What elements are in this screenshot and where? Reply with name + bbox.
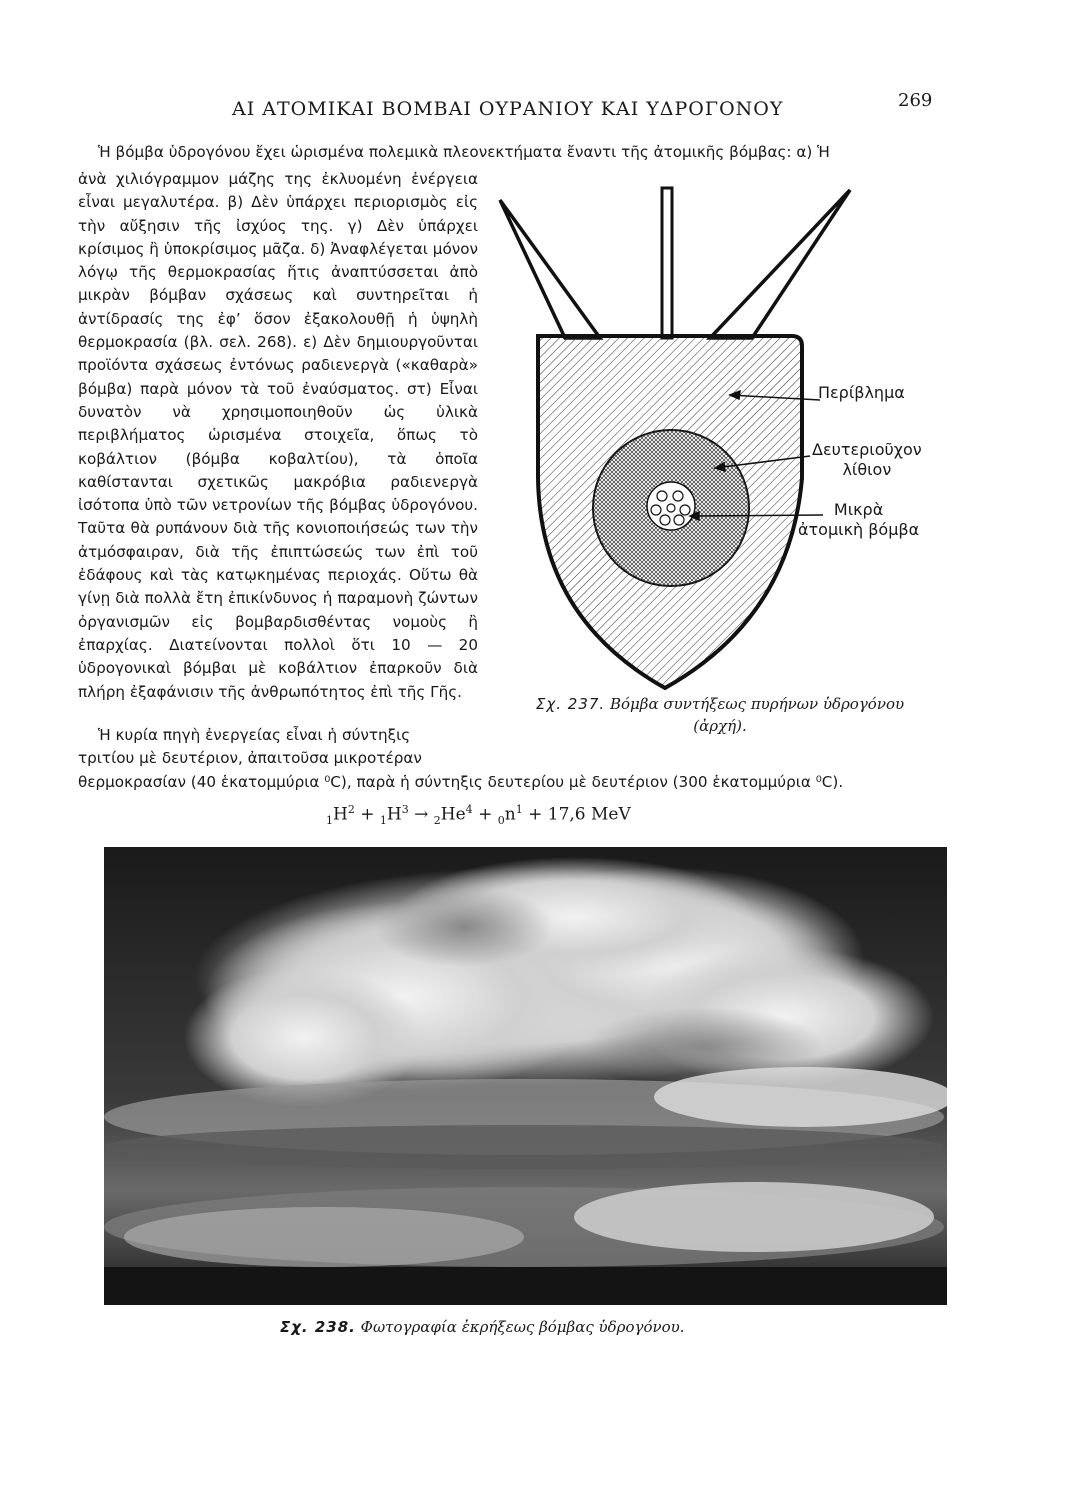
eq-term3-sub: 2 bbox=[433, 814, 441, 828]
bomb-diagram bbox=[490, 178, 940, 698]
label-atomic-trigger bbox=[798, 500, 919, 540]
fusion-equation bbox=[326, 803, 631, 827]
figure-237-caption-line1: Βόμβα συντήξεως πυρήνων ὑδρογόνου bbox=[609, 695, 905, 713]
eq-term2: H bbox=[386, 804, 402, 825]
right-tail-fin bbox=[710, 190, 850, 338]
central-rod bbox=[662, 188, 672, 338]
eq-arrow: → bbox=[414, 804, 429, 825]
fusion-paragraph bbox=[78, 724, 948, 794]
eq-term4: n bbox=[504, 804, 516, 825]
eq-term1: H bbox=[333, 804, 348, 825]
left-tail-fin bbox=[500, 200, 600, 338]
eq-term1-sup: 2 bbox=[347, 803, 355, 816]
fusion-line-2: τριτίου μὲ δευτέριον, ἀπαιτοῦσα μικροτέραν bbox=[78, 749, 422, 768]
figure-238-caption-text: Φωτογραφία ἐκρήξεως βόμβας ὑδρογόνου. bbox=[360, 1318, 685, 1336]
eq-term2-sup: 3 bbox=[401, 803, 409, 816]
eq-plus-2: + bbox=[478, 804, 493, 825]
label-lithium-deuteride bbox=[812, 440, 922, 480]
intro-line: Ἡ βόμβα ὑδρογόνου ἔχει ὡρισμένα πολεμικὰ πλεονεκτήματα ἔναντι τῆς ἀτομικῆς βόμβας: α) Ἡ bbox=[98, 143, 830, 161]
page-number: 269 bbox=[898, 90, 933, 111]
fusion-line-1: Ἡ κυρία πηγὴ ἐνεργείας εἶναι ἡ σύντηξις bbox=[98, 726, 411, 744]
explosion-photograph bbox=[104, 847, 947, 1305]
eq-energy: 17,6 MeV bbox=[547, 804, 631, 825]
label-casing: Περίβλημα bbox=[818, 383, 905, 402]
explosion-photo-svg bbox=[104, 847, 947, 1305]
eq-term2-sub: 1 bbox=[379, 814, 387, 828]
label-trigger-line2: ἀτομικὴ βόμβα bbox=[798, 520, 920, 539]
eq-term1-sub: 1 bbox=[326, 814, 333, 828]
figure-237-number: Σχ. 237. bbox=[535, 695, 606, 713]
column-paragraph: ἀνὰ χιλιόγραμμον μάζης της ἐκλυομένη ἐνέργεια εἶναι μεγαλυτέρα. β) Δὲν ὑπάρχει περιορισμὸς εἰς τὴν αὔξησιν τῆς ἰσχύος της. γ) Δὲν ὑπάρχει κρίσιμος ἢ ὑποκρίσιμος μᾶζα. δ) Ἀναφλέγεται μόνον λόγῳ τῆς θερμοκρασίας ἥτις ἀναπτύσσεται ἀπὸ μικρὰν βόμβαν σχάσεως καὶ συντηρεῖται ἡ ἀντίδρασίς της ἐφ’ ὅσον ἐξακολουθῇ ἡ ὑψηλὴ θερμοκρασία (βλ. σελ. 268). ε) Δὲν δημιουργοῦνται προϊόντα σχάσεως ἐντόνως ραδιενεργὰ («καθαρὰ» βόμβα) παρὰ μόνον τὰ τοῦ ἐναύσματος. στ) Εἶναι δυνατὸν νὰ χρησιμοποιηθοῦν ὡς ὑλικὰ περιβλήματος ὡρισμένα στοιχεῖα, ὅπως τὸ κοβάλτιον (βόμβα κοβαλτίου), τὰ ὁποῖα καθίστανται σχετικῶς μακρόβια ραδιενεργὰ ἰσότοπα ὑπὸ τῶν νετρονίων τῆς βόμβας ὑδρογόνου. Ταῦτα θὰ ρυπάνουν διὰ τῆς κονιοποιήσεώς των τὴν ἀτμόσφαιραν, διὰ τῆς ἐπιπτώσεώς των ἐπὶ τοῦ ἐδάφους καὶ τὰς κατῳκημένας περιοχάς. Οὕτω θὰ γίνῃ διὰ πολλὰ ἔτη ἐπικίνδυνος ἡ παραμονὴ ζώντων ὀργανισμῶν εἰς βομβαρδισθέντας νομοὺς ἢ ἐπαρχίας. Διατείνονται πολλοὶ ὅτι 10 — 20 ὑδρογονικαὶ βόμβαι μὲ κοβάλτιον ἐπαρκοῦν διὰ πλήρη ἐξαφάνισιν τῆς ἀνθρωπότητος ἐπὶ τῆς Γῆς. bbox=[78, 170, 478, 701]
eq-plus-1: + bbox=[360, 804, 375, 825]
figure-237-caption-line2: (ἀρχή). bbox=[693, 717, 747, 735]
figure-238-number: Σχ. 238. bbox=[280, 1318, 356, 1336]
figure-238-caption bbox=[280, 1318, 800, 1336]
label-lithium-line1: Δευτεριοῦχον bbox=[812, 440, 922, 459]
column-text bbox=[78, 168, 478, 704]
bomb-diagram-svg bbox=[490, 178, 940, 698]
eq-plus-3: + bbox=[528, 804, 543, 825]
running-title: ΑΙ ΑΤΟΜΙΚΑΙ ΒΟΜΒΑΙ ΟΥΡΑΝΙΟΥ ΚΑΙ ΥΔΡΟΓΟΝΟΥ bbox=[232, 98, 784, 120]
eq-term3-sup: 4 bbox=[465, 803, 473, 816]
eq-term4-sup: 1 bbox=[515, 803, 523, 816]
eq-term4-sub: 0 bbox=[497, 814, 505, 828]
fusion-line-3: θερμοκρασίαν (40 ἑκατομμύρια ⁰C), παρὰ ἡ σύντηξις δευτερίου μὲ δευτέριον (300 ἑκατομμύρια ⁰C). bbox=[78, 772, 844, 791]
label-trigger-line1: Μικρὰ bbox=[833, 500, 884, 519]
lower-cloud-layer bbox=[104, 1182, 947, 1305]
eq-term3: He bbox=[440, 804, 466, 825]
label-lithium-line2: λίθιον bbox=[842, 460, 892, 479]
